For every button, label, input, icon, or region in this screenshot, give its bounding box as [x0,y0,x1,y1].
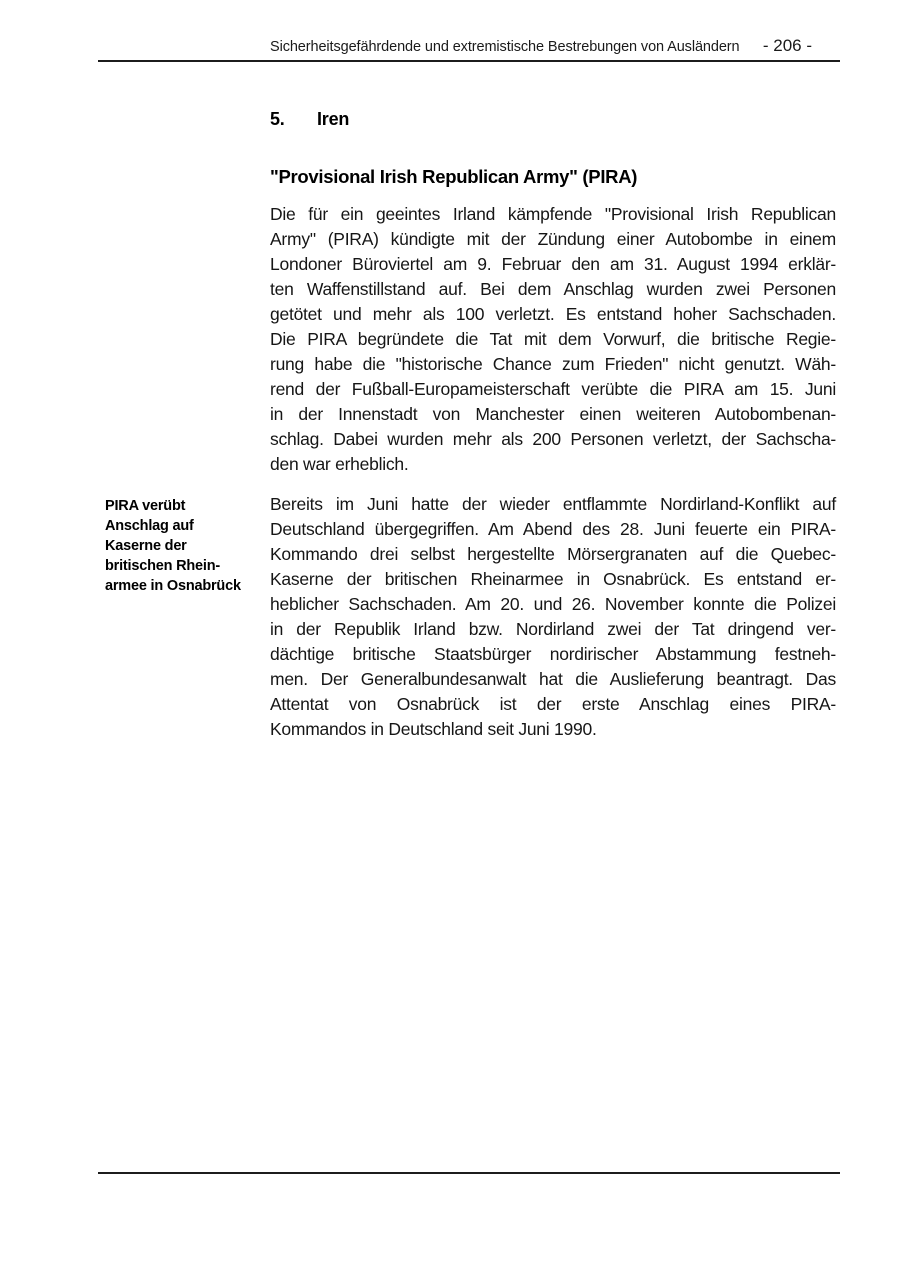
text-line: Kommando drei selbst hergestellte Mörsergranaten auf die Quebec- [270,544,836,564]
text-line: Die PIRA begründete die Tat mit dem Vorwurf, die britische Regie- [270,329,836,349]
section-number: 5. [270,109,285,129]
text-line: Bereits im Juni hatte der wieder entflammte Nordirland-Konflikt auf [270,494,836,514]
text-line: Kaserne der [105,538,187,554]
text-line: den war erheblich. [270,454,409,474]
section-title: Iren [317,109,350,129]
text-line: Die für ein geeintes Irland kämpfende "Provisional Irish Republican [270,204,836,224]
header-page-number: - 206 - [762,36,812,55]
text-line: Army" (PIRA) kündigte mit der Zündung einer Autobombe in einem [270,229,836,249]
text-line: schlag. Dabei wurden mehr als 200 Personen verletzt, der Sachscha- [270,429,836,449]
text-line: Kaserne der britischen Rheinarmee in Osnabrück. Es entstand er- [270,569,836,589]
header-title: Sicherheitsgefährdende und extremistische Bestrebungen von Ausländern [270,39,740,55]
text-line: Attentat von Osnabrück ist der erste Anschlag eines PIRA- [270,694,836,714]
body-paragraph-1 [270,202,836,477]
footer-rule [98,1172,840,1174]
text-line: Londoner Büroviertel am 9. Februar den am 31. August 1994 erklär- [270,254,836,274]
text-line: rend der Fußball-Europameisterschaft verübte die PIRA am 15. Juni [270,379,836,399]
text-line: ten Waffenstillstand auf. Bei dem Anschlag wurden zwei Personen [270,279,836,299]
text-line: heblicher Sachschaden. Am 20. und 26. November konnte die Polizei [270,594,836,614]
text-line: rung habe die "historische Chance zum Frieden" nicht genutzt. Wäh- [270,354,836,374]
text-line: in der Republik Irland bzw. Nordirland zwei der Tat dringend ver- [270,619,836,639]
text-line: getötet und mehr als 100 verletzt. Es entstand hoher Sachschaden. [270,304,836,324]
text-line: men. Der Generalbundesanwalt hat die Auslieferung beantragt. Das [270,669,836,689]
text-line: Deutschland übergegriffen. Am Abend des 28. Juni feuerte ein PIRA- [270,519,836,539]
subsection-title: "Provisional Irish Republican Army" (PIRA) [270,166,638,187]
header-rule [98,60,840,62]
body-paragraph-2 [270,492,836,742]
text-line: Anschlag auf [105,518,194,534]
text-line: in der Innenstadt von Manchester einen weiteren Autobombenan- [270,404,836,424]
margin-note [105,496,265,596]
text-line: dächtige britische Staatsbürger nordirischer Abstammung festneh- [270,644,836,664]
text-line: armee in Osnabrück [105,578,241,594]
text-line: britischen Rhein- [105,558,221,574]
section-heading [270,109,349,130]
text-line: Kommandos in Deutschland seit Juni 1990. [270,719,597,739]
text-line: PIRA verübt [105,498,186,514]
